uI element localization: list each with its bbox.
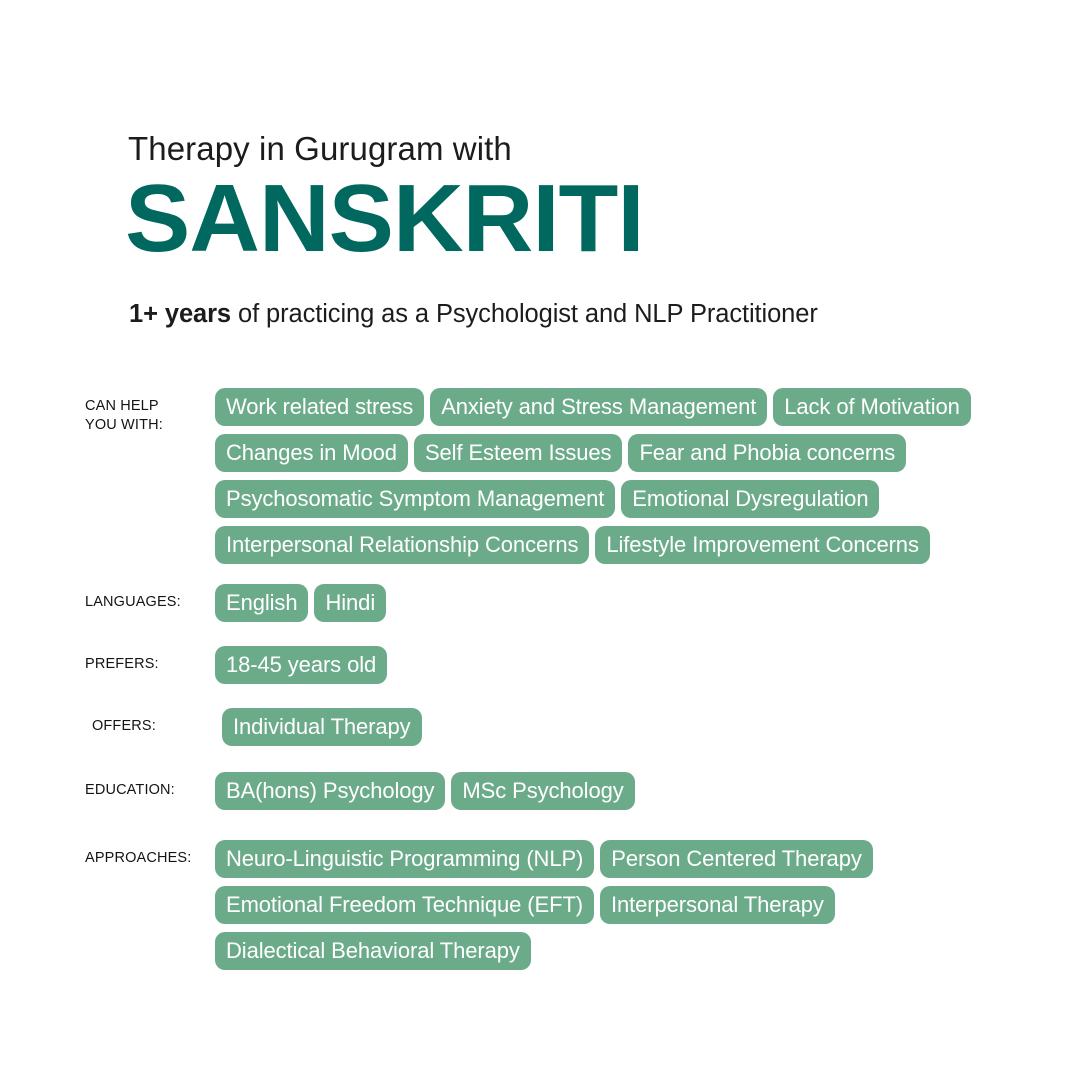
attribute-tags-approaches: [215, 840, 955, 970]
header: [125, 130, 1028, 272]
tag-pill[interactable]: 18-45 years old: [215, 646, 387, 684]
brand-name: SANSKRITI: [125, 164, 644, 272]
attribute-tags-offers: [222, 708, 1057, 746]
tag-pill[interactable]: Psychosomatic Symptom Management: [215, 480, 615, 518]
attribute-label-line: OFFERS:: [92, 718, 156, 734]
attribute-label-line: APPROACHES:: [85, 850, 192, 866]
attribute-row-offers: [0, 708, 1080, 746]
tag-pill[interactable]: Dialectical Behavioral Therapy: [215, 932, 531, 970]
tag-pill[interactable]: Lifestyle Improvement Concerns: [595, 526, 929, 564]
tag-pill[interactable]: English: [215, 584, 308, 622]
tag-pill[interactable]: Hindi: [314, 584, 386, 622]
tag-pill[interactable]: Individual Therapy: [222, 708, 422, 746]
page-headline: Therapy in Gurugram with: [128, 130, 512, 167]
tag-pill[interactable]: MSc Psychology: [451, 772, 634, 810]
tag-pill[interactable]: BA(hons) Psychology: [215, 772, 445, 810]
tag-pill[interactable]: Emotional Freedom Technique (EFT): [215, 886, 594, 924]
tag-pill[interactable]: Lack of Motivation: [773, 388, 971, 426]
experience-description: of practicing as a Psychologist and NLP Practitioner: [231, 300, 818, 328]
attribute-label-can-help-you-with: [85, 388, 215, 434]
attribute-row-can-help-you-with: [0, 388, 1080, 564]
attribute-tags-can-help-you-with: [215, 388, 1050, 564]
tag-pill[interactable]: Interpersonal Therapy: [600, 886, 835, 924]
attribute-tags-prefers: [215, 646, 1050, 684]
attribute-row-prefers: [0, 646, 1080, 684]
attribute-label-offers: [92, 708, 222, 736]
attribute-tags-education: [215, 772, 1050, 810]
attribute-label-line: YOU WITH:: [85, 416, 163, 433]
tag-pill[interactable]: Emotional Dysregulation: [621, 480, 879, 518]
tag-pill[interactable]: Person Centered Therapy: [600, 840, 872, 878]
attribute-row-approaches: [0, 840, 1080, 970]
attribute-row-education: [0, 772, 1080, 810]
tag-pill[interactable]: Anxiety and Stress Management: [430, 388, 767, 426]
experience-years: 1+ years: [129, 300, 232, 328]
attribute-label-languages: [85, 584, 215, 612]
tag-pill[interactable]: Interpersonal Relationship Concerns: [215, 526, 589, 564]
attribute-list: [0, 388, 1080, 990]
tag-pill[interactable]: Neuro-Linguistic Programming (NLP): [215, 840, 594, 878]
attribute-label-line: PREFERS:: [85, 656, 159, 672]
attribute-tags-languages: [215, 584, 1050, 622]
attribute-label-approaches: [85, 840, 215, 868]
attribute-label-line: LANGUAGES:: [85, 594, 181, 610]
tag-pill[interactable]: Fear and Phobia concerns: [628, 434, 906, 472]
tag-pill[interactable]: Changes in Mood: [215, 434, 408, 472]
tag-pill[interactable]: Work related stress: [215, 388, 424, 426]
attribute-label-education: [85, 772, 215, 800]
tag-pill[interactable]: Self Esteem Issues: [414, 434, 623, 472]
attribute-label-line: CAN HELP: [85, 398, 159, 414]
attribute-label-line: EDUCATION:: [85, 782, 175, 798]
experience-tagline: [129, 300, 818, 329]
attribute-row-languages: [0, 584, 1080, 622]
attribute-label-prefers: [85, 646, 215, 674]
